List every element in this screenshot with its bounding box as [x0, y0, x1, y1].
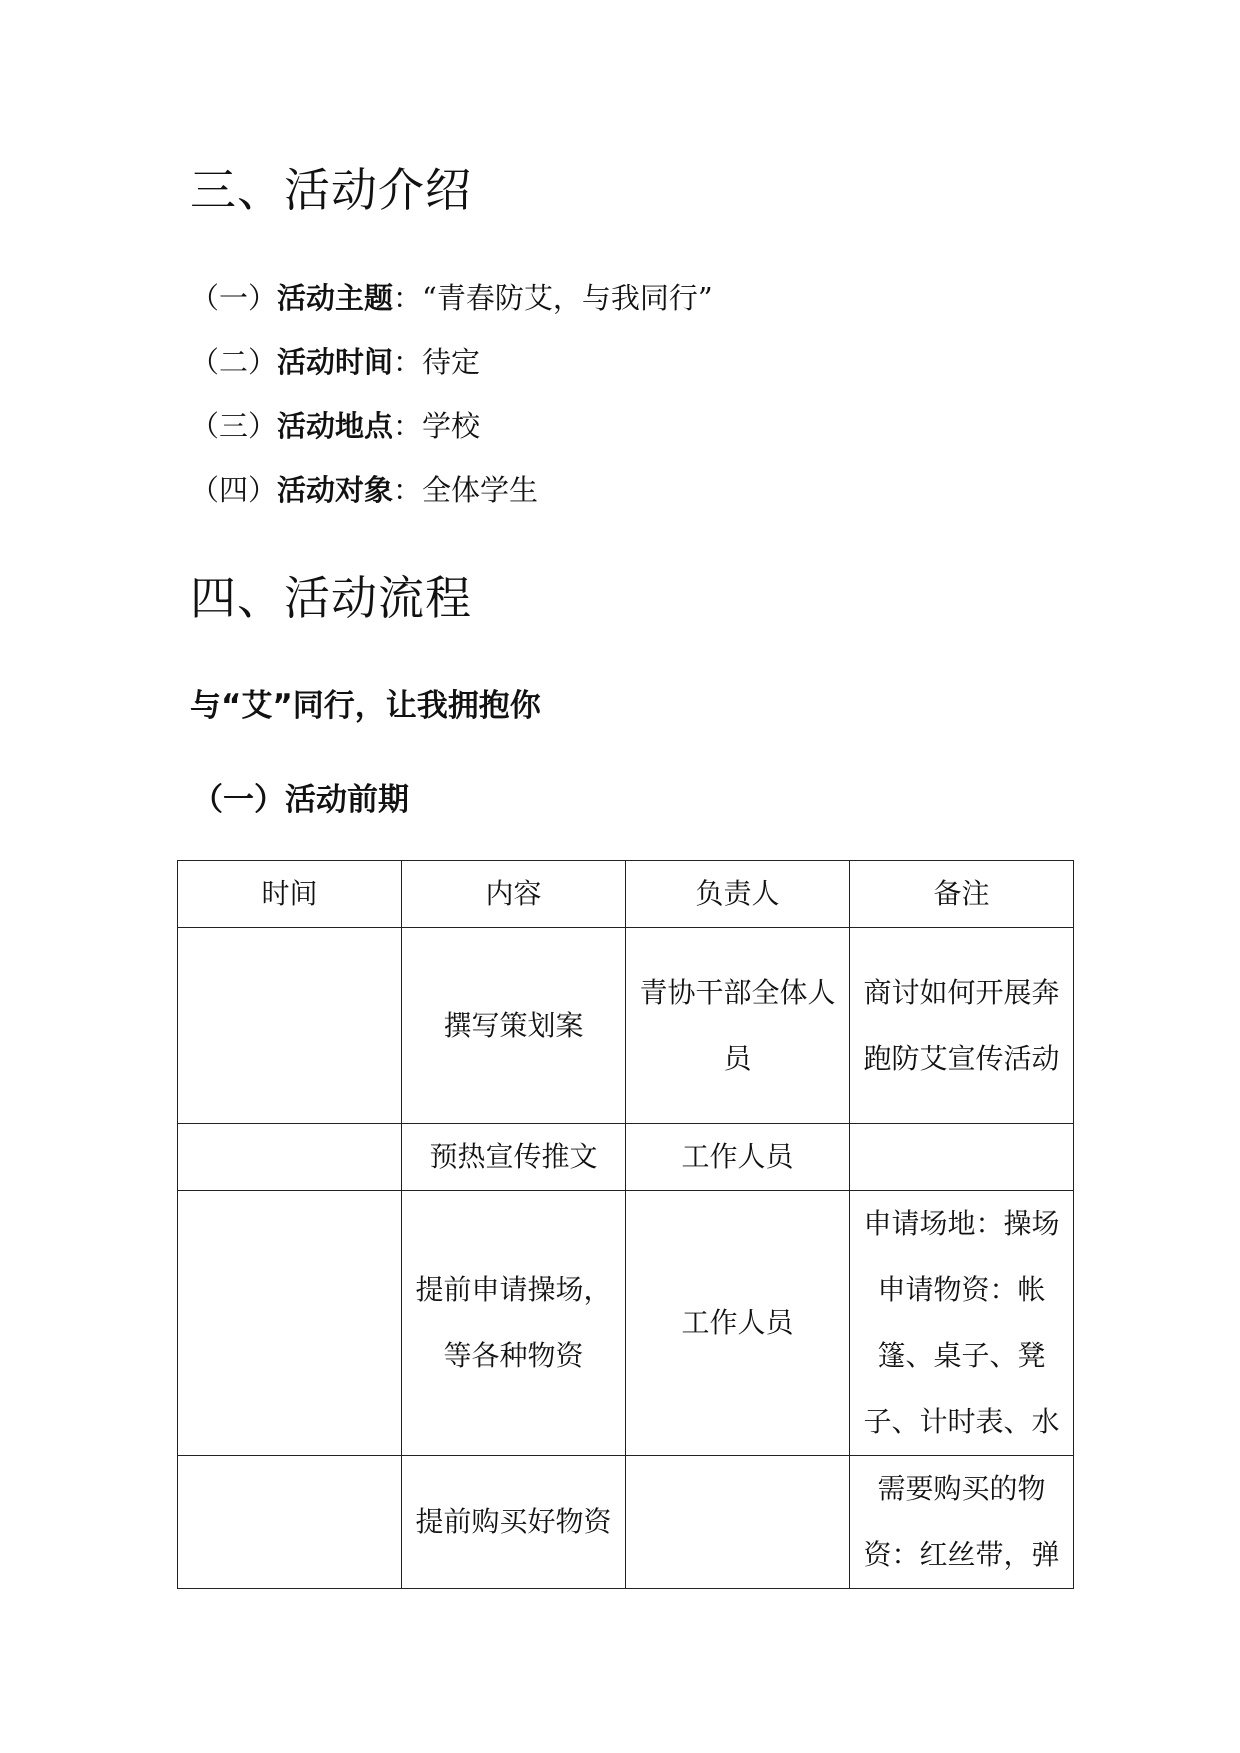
header-content: 内容: [402, 861, 626, 928]
item-separator: ：: [393, 473, 423, 507]
header-time: 时间: [178, 861, 402, 928]
section-3-title: 三、活动介绍: [190, 163, 472, 217]
cell-time: [178, 1456, 402, 1589]
schedule-table: [177, 860, 1074, 1589]
header-owner: 负责人: [626, 861, 850, 928]
table-row: [178, 1456, 1074, 1589]
cell-content: 提前申请操场，等各种物资: [402, 1191, 626, 1456]
item-number: （二）: [190, 345, 278, 379]
header-note: 备注: [850, 861, 1074, 928]
cell-content: 预热宣传推文: [402, 1124, 626, 1191]
cell-content: 撰写策划案: [402, 928, 626, 1124]
cell-note: [850, 1124, 1074, 1191]
item-number: （三）: [190, 409, 278, 443]
item-label: 活动地点: [277, 409, 394, 443]
item-value: “青春防艾，与我同行”: [422, 281, 713, 315]
cell-note: 商讨如何开展奔跑防艾宣传活动: [850, 928, 1074, 1124]
item-label: 活动时间: [277, 345, 394, 379]
cell-owner: 工作人员: [626, 1124, 850, 1191]
item-value: 待定: [422, 345, 481, 379]
item-separator: ：: [393, 281, 423, 315]
item-value: 学校: [422, 409, 481, 443]
cell-time: [178, 928, 402, 1124]
item-label: 活动主题: [277, 281, 394, 315]
intro-item-audience: [190, 470, 538, 510]
phase-heading: （一）活动前期: [192, 782, 409, 818]
table-row: [178, 1124, 1074, 1191]
intro-item-theme: [190, 278, 713, 318]
intro-item-location: [190, 406, 480, 446]
cell-owner: 青协干部全体人员: [626, 928, 850, 1124]
item-separator: ：: [393, 409, 423, 443]
cell-note: 需要购买的物资：红丝带，弹: [850, 1456, 1074, 1589]
section-4-title: 四、活动流程: [190, 571, 472, 625]
cell-note: 申请场地：操场申请物资：帐篷、桌子、凳子、计时表、水: [850, 1191, 1074, 1456]
cell-time: [178, 1191, 402, 1456]
cell-owner: [626, 1456, 850, 1589]
cell-time: [178, 1124, 402, 1191]
table-row: [178, 928, 1074, 1124]
cell-content: 提前购买好物资: [402, 1456, 626, 1589]
item-number: （四）: [190, 473, 278, 507]
cell-owner: 工作人员: [626, 1191, 850, 1456]
item-label: 活动对象: [277, 473, 394, 507]
activity-slogan: 与“艾”同行，让我拥抱你: [190, 688, 541, 724]
intro-item-time: [190, 342, 480, 382]
item-separator: ：: [393, 345, 423, 379]
table-row: [178, 1191, 1074, 1456]
item-value: 全体学生: [422, 473, 539, 507]
item-number: （一）: [190, 281, 278, 315]
table-header-row: [178, 861, 1074, 928]
